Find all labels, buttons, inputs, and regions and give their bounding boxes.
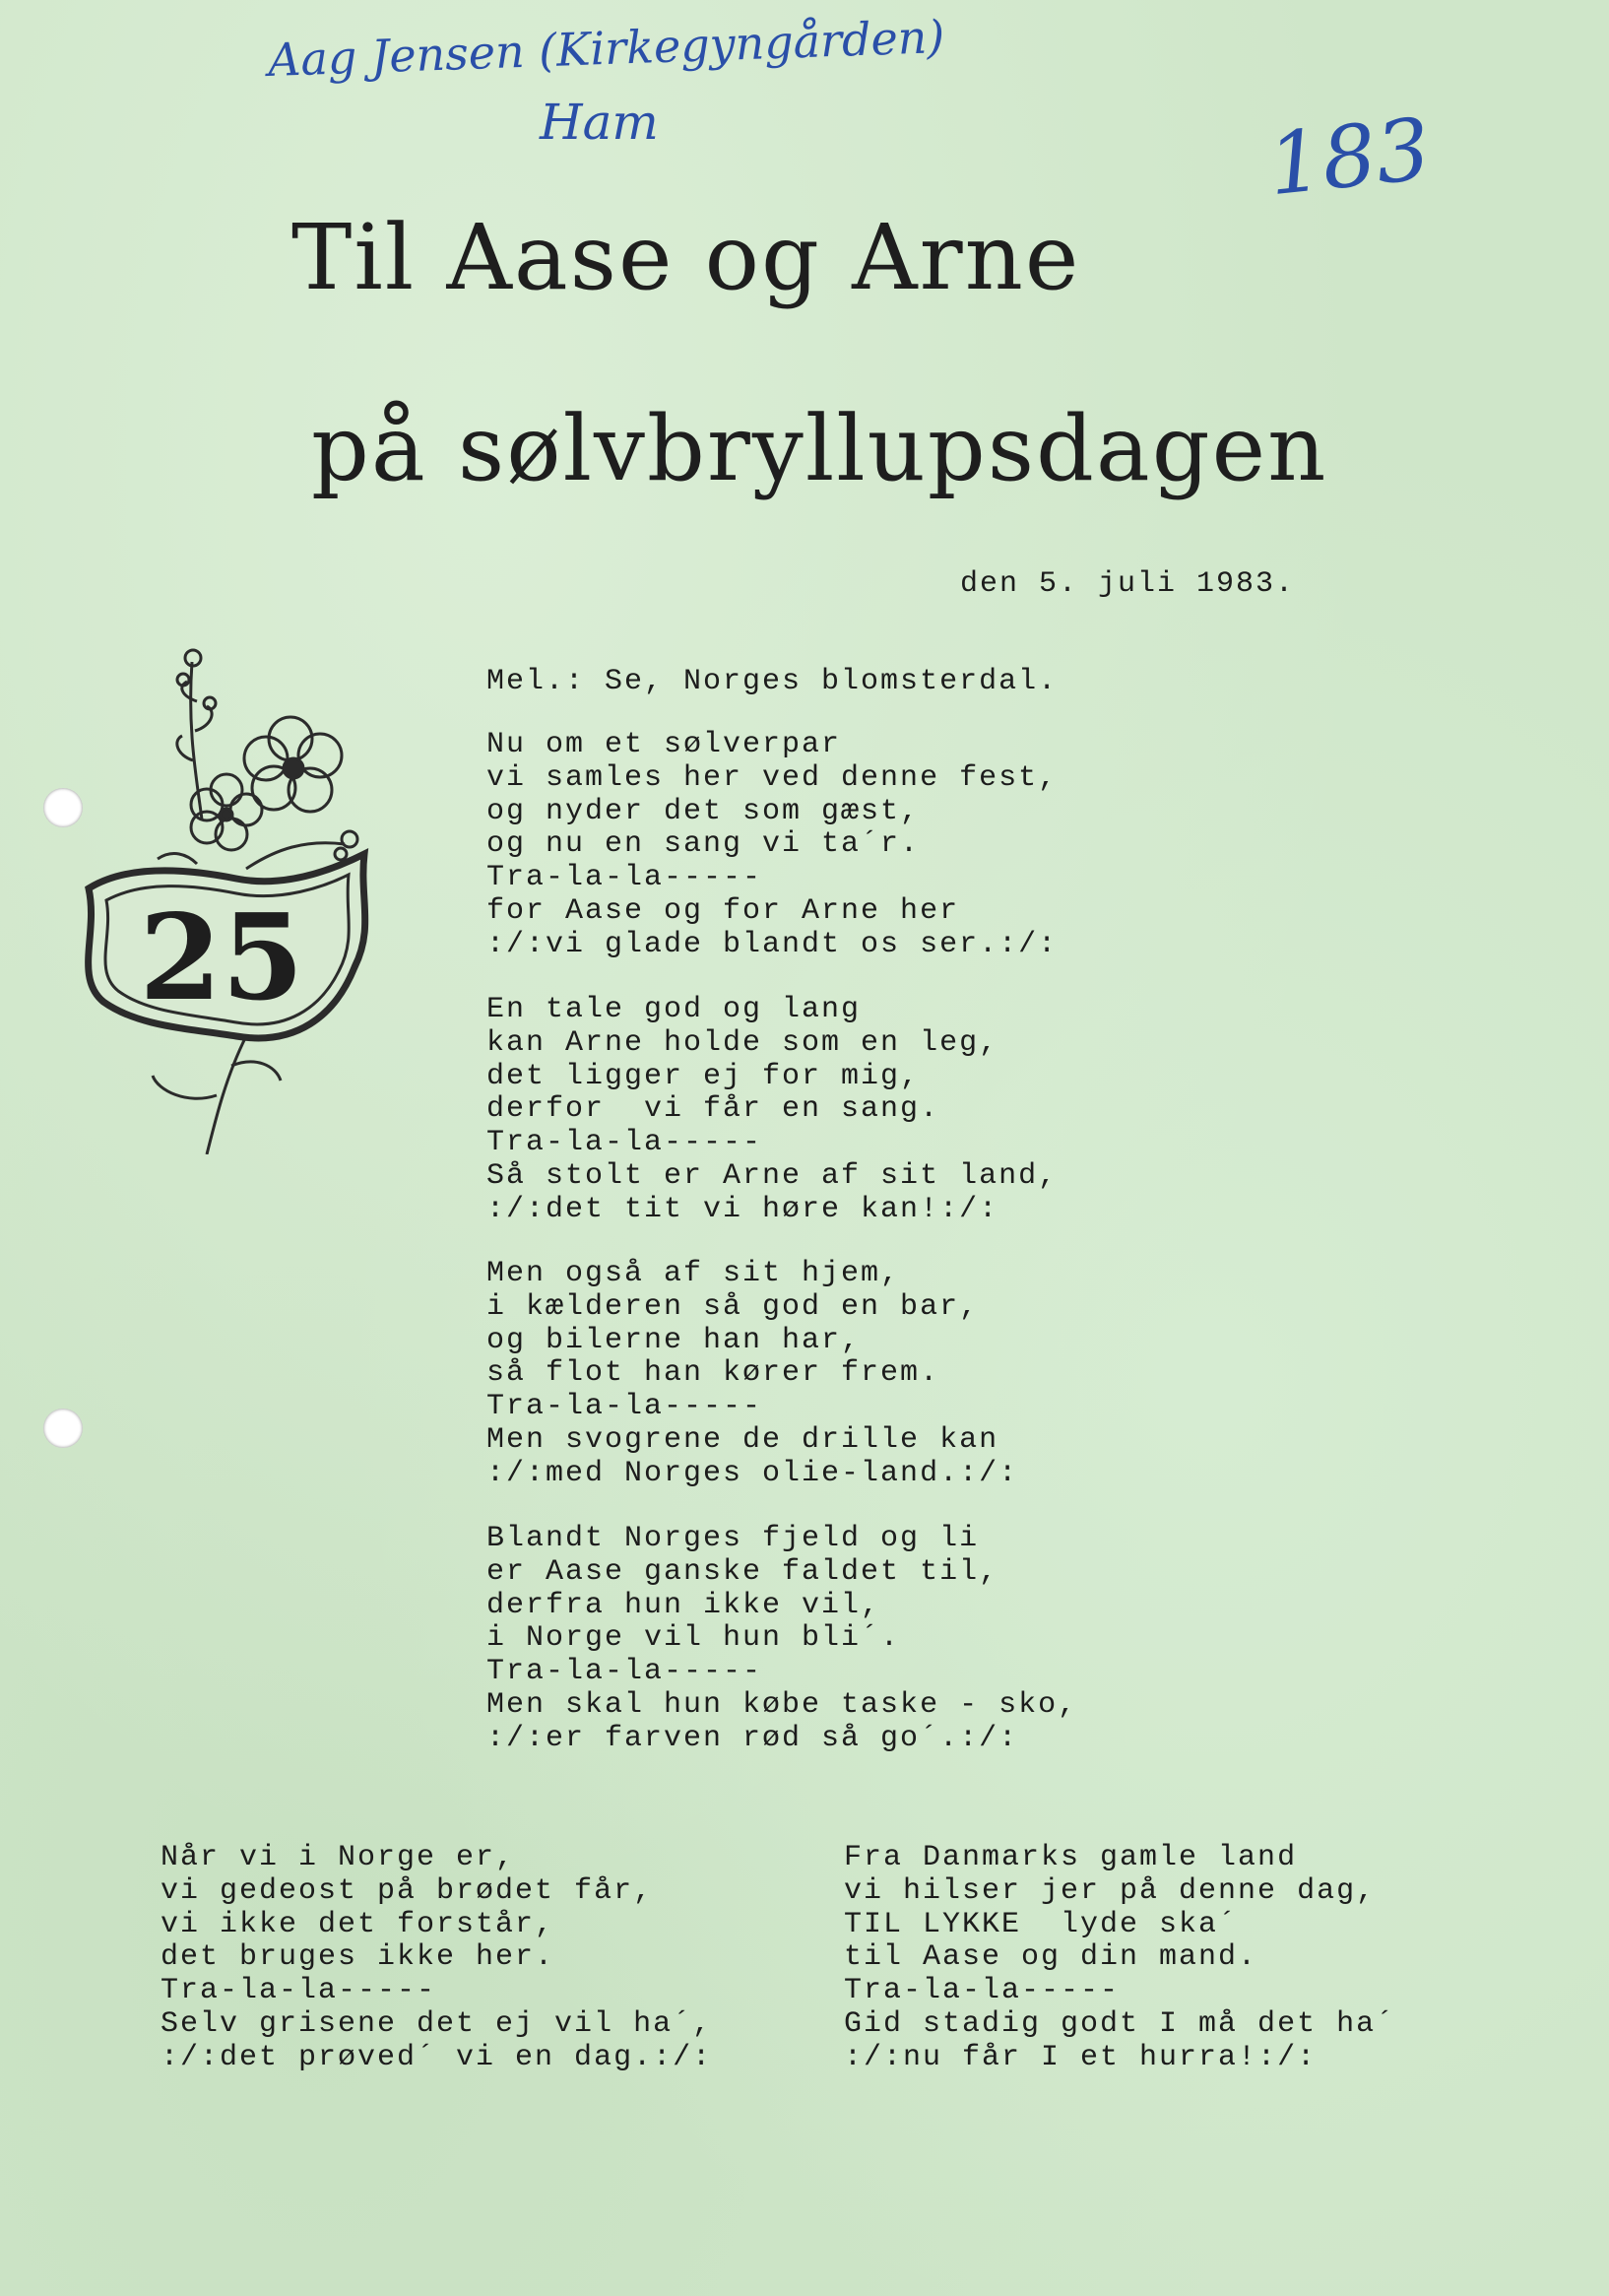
verse-line: vi ikke det forstår,	[161, 1907, 555, 1941]
verse-line: :/:det prøved´ vi en dag.:/:	[161, 2040, 713, 2074]
verse-line: Gid stadig godt I må det ha´	[844, 2006, 1396, 2041]
verse-line: vi gedeost på brødet får,	[161, 1873, 654, 1908]
verse-line: :/:vi glade blandt os ser.:/:	[486, 927, 1059, 961]
verse-line: og bilerne han har,	[486, 1323, 862, 1357]
verse-line: Nu om et sølverpar	[486, 728, 842, 761]
shield-badge	[89, 854, 365, 1038]
verse-line: Tra-la-la-----	[161, 1974, 437, 2008]
verse-5	[161, 1842, 712, 2075]
verse-line: Selv grisene det ej vil ha´,	[161, 2006, 713, 2041]
verse-line: Når vi i Norge er,	[161, 1841, 516, 1874]
verse-line: derfor vi får en sang.	[486, 1092, 940, 1127]
handwritten-name: Aag Jensen (Kirkegyngården)	[267, 10, 946, 87]
verse-line: Tra-la-la-----	[486, 1126, 763, 1160]
melody-line: Mel.: Se, Norges blomsterdal.	[486, 665, 1059, 698]
verse-3	[486, 1258, 1018, 1491]
verse-1	[486, 729, 1058, 962]
verse-2	[486, 994, 1058, 1227]
verse-line: så flot han kører frem.	[486, 1356, 940, 1391]
verse-6	[844, 1842, 1395, 2075]
verse-line: det ligger ej for mig,	[486, 1059, 921, 1093]
silver-wedding-emblem	[49, 642, 374, 1154]
verse-line: i kælderen så god en bar,	[486, 1289, 980, 1324]
emblem-number: 25	[139, 888, 304, 1027]
verse-line: Tra-la-la-----	[486, 1655, 763, 1689]
verse-line: og nu en sang vi ta´r.	[486, 827, 921, 862]
verse-line: Så stolt er Arne af sit land,	[486, 1158, 1059, 1193]
verse-line: i Norge vil hun bli´.	[486, 1621, 901, 1656]
page-subtitle: på sølvbryllupsdagen	[311, 396, 1328, 501]
verse-line: vi samles her ved denne fest,	[486, 760, 1059, 795]
verse-line: :/:med Norges olie-land.:/:	[486, 1456, 1019, 1490]
verse-line: for Aase og for Arne her	[486, 893, 960, 928]
verse-line: er Aase ganske faldet til,	[486, 1554, 999, 1589]
verse-line: Fra Danmarks gamle land	[844, 1841, 1298, 1874]
page-title: Til Aase og Arne	[291, 205, 1081, 310]
verse-line: og nyder det som gæst,	[486, 794, 921, 828]
verse-line: Tra-la-la-----	[486, 1390, 763, 1424]
verse-line: kan Arne holde som en leg,	[486, 1025, 999, 1060]
verse-line: vi hilser jer på denne dag,	[844, 1873, 1377, 1908]
verse-line: En tale god og lang	[486, 993, 862, 1026]
handwritten-number: 183	[1263, 99, 1435, 216]
verse-line: Men også af sit hjem,	[486, 1257, 901, 1290]
punch-hole	[43, 1409, 83, 1448]
verse-line: til Aase og din mand.	[844, 1940, 1258, 1975]
verse-line: Tra-la-la-----	[486, 861, 763, 895]
verse-line: :/:det tit vi høre kan!:/:	[486, 1192, 999, 1226]
verse-line: Men skal hun købe taske - sko,	[486, 1687, 1078, 1722]
date-line: den 5. juli 1983.	[960, 567, 1296, 601]
flower-icon	[244, 717, 342, 812]
verse-line: TIL LYKKE lyde ska´	[844, 1907, 1239, 1941]
verse-line: Tra-la-la-----	[844, 1974, 1121, 2008]
handwritten-note: Ham	[540, 94, 659, 151]
verse-4	[486, 1523, 1077, 1756]
verse-line: :/:er farven rød så go´.:/:	[486, 1721, 1019, 1755]
verse-line: Men svogrene de drille kan	[486, 1422, 999, 1457]
verse-line: derfra hun ikke vil,	[486, 1588, 881, 1622]
verse-line: det bruges ikke her.	[161, 1940, 555, 1975]
verse-line: :/:nu får I et hurra!:/:	[844, 2040, 1318, 2074]
verse-line: Blandt Norges fjeld og li	[486, 1522, 980, 1555]
